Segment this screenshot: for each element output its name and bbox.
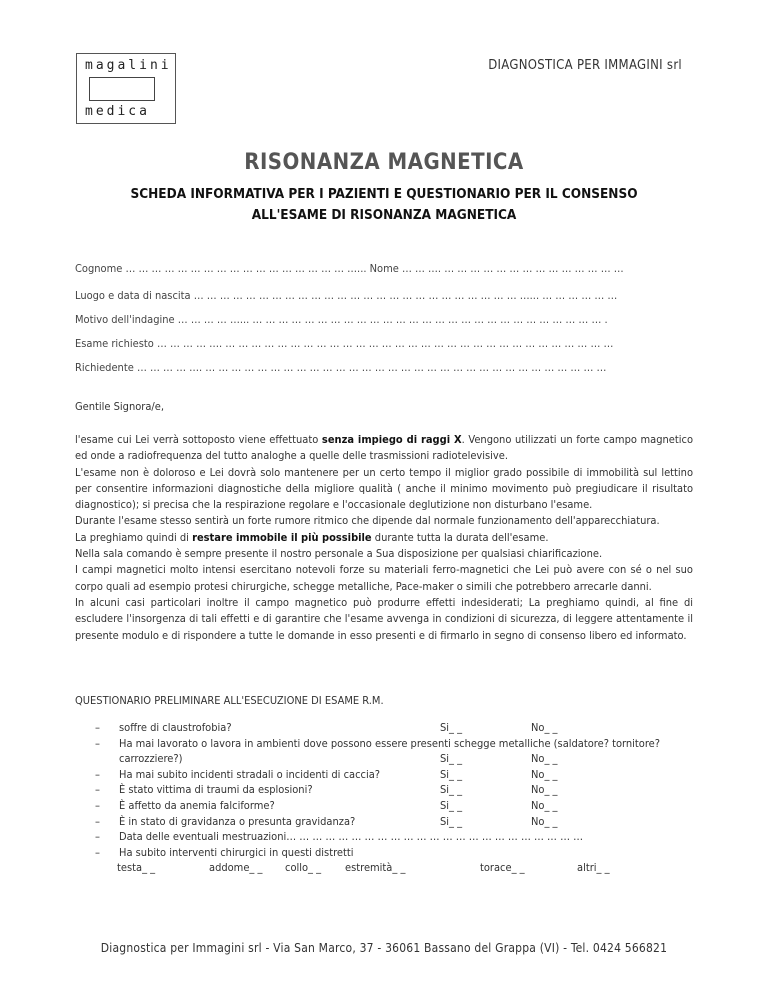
answer-si[interactable]: Si_ _	[440, 767, 463, 781]
paragraph-3: Durante l'esame stesso sentirà un forte rumore ritmico che dipende dal normale funzionamento dell'apparecchiatura.	[75, 514, 660, 528]
question-metal-work-cont	[95, 752, 705, 768]
question-accidents	[95, 768, 705, 784]
bullet-dash: –	[95, 736, 100, 750]
questionnaire-list	[95, 721, 705, 877]
emphasis-no-xray: senza impiego di raggi X	[321, 433, 462, 446]
question-text: carrozziere?)	[119, 752, 183, 766]
document-title: RISONANZA MAGNETICA	[244, 150, 524, 175]
greeting: Gentile Signora/e,	[75, 400, 164, 413]
company-name: DIAGNOSTICA PER IMMAGINI srl	[488, 58, 682, 73]
text: La preghiamo quindi di	[75, 530, 193, 544]
questionnaire-title: QUESTIONARIO PRELIMINARE ALL'ESECUZIONE DI ESAME R.M.	[75, 694, 384, 707]
paragraph-6: I campi magnetici molto intensi esercitano notevoli forze su materiali ferro-magnetici che Lei può avere con sé o nel suo corpo quali ad esempio protesi chirurgiche, schegge metalliche, Pace-maker o simili che potrebbero arrecarle danni.	[75, 563, 693, 593]
company-logo	[76, 53, 176, 124]
answer-si[interactable]: Si_ _	[440, 783, 463, 797]
answer-no[interactable]: No_ _	[531, 783, 558, 797]
question-text: Ha mai lavorato o lavora in ambienti dove possono essere presenti schegge metalliche (saldatore? tornitore?	[119, 736, 661, 750]
question-text: soffre di claustrofobia?	[119, 721, 232, 734]
answer-no[interactable]: No_ _	[531, 752, 558, 766]
question-claustrophobia	[95, 721, 705, 737]
info-body	[75, 432, 693, 644]
paragraph-4	[75, 530, 693, 546]
question-text: Ha subito interventi chirurgici in questi distretti	[119, 845, 354, 859]
question-explosions	[95, 783, 705, 799]
question-pregnancy	[95, 815, 705, 831]
paragraph-1	[75, 432, 693, 465]
district-torace[interactable]: torace_ _	[480, 861, 525, 875]
question-metal-work	[95, 737, 705, 753]
answer-si[interactable]: Si_ _	[440, 752, 463, 766]
district-altri[interactable]: altri_ _	[577, 861, 610, 875]
emphasis-stay-still: restare immobile il più possibile	[192, 530, 372, 544]
district-testa[interactable]: testa_ _	[117, 861, 156, 875]
bullet-dash: –	[95, 814, 100, 828]
bullet-dash: –	[95, 845, 100, 859]
document-subtitle	[0, 184, 768, 226]
logo-inner-frame	[89, 77, 155, 101]
bullet-dash: –	[95, 721, 100, 734]
district-collo[interactable]: collo_ _	[285, 861, 322, 875]
field-cognome-nome[interactable]: Cognome … … … … … … … … … … … … … … … … … …... Nome … … …. … … … … … … … … … … … … … …	[75, 262, 624, 275]
subtitle-line-2: ALL'ESAME DI RISONANZA MAGNETICA	[251, 207, 517, 223]
page-footer: Diagnostica per Immagini srl - Via San Marco, 37 - 36061 Bassano del Grappa (VI) - Tel. 0424 566821	[100, 941, 668, 955]
answer-si[interactable]: Si_ _	[440, 798, 463, 812]
answer-si[interactable]: Si_ _	[440, 721, 463, 734]
logo-top-text: magalini	[85, 58, 172, 73]
field-esame-richiesto[interactable]: Esame richiesto … … … … …. … … … … … … … … … … … … … … … … … … … … … … … … … … … … … …	[75, 337, 614, 350]
field-motivo-indagine[interactable]: Motivo dell'indagine … … … … …... … … … … … … … … … … … … … … … … … … … … … … … … … … … .	[75, 313, 608, 326]
question-anemia	[95, 799, 705, 815]
text: . Vengono utilizzati un forte campo magnetico ed onde a radiofrequenza del tutto analoghe a quelle delle trasmissioni radiotelevisive.	[75, 433, 693, 463]
paragraph-7: In alcuni casi particolari inoltre il campo magnetico può produrre effetti indesiderati; La preghiamo quindi, al fine di escludere l'insorgenza di tali effetti e di garantire che l'esame avvenga in condizioni di sicurezza, di leggere attentamente il presente modulo e di rispondere a tutte le domande in esso presenti e di firmarlo in segno di consenso libero ed informato.	[75, 595, 693, 642]
question-text: È stato vittima di traumi da esplosioni?	[119, 783, 313, 797]
answer-no[interactable]: No_ _	[531, 721, 558, 734]
paragraph-2: L'esame non è doloroso e Lei dovrà solo mantenere per un certo tempo il miglior grado possibile di immobilità sul lettino per consentire informazioni diagnostiche della migliore qualità ( anche il minimo movimento può pregiudicare il risultato diagnostico); si precisa che la respirazione regolare e l'occasionale deglutizione non disturbano l'esame.	[75, 465, 693, 512]
answer-no[interactable]: No_ _	[531, 798, 558, 812]
question-text: Ha mai subito incidenti stradali o incidenti di caccia?	[119, 767, 381, 781]
text: durante tutta la durata dell'esame.	[371, 530, 549, 544]
logo-bottom-text: medica	[85, 104, 150, 119]
paragraph-5: Nella sala comando è sempre presente il nostro personale a Sua disposizione per qualsiasi chiarificazione.	[75, 547, 603, 561]
district-addome[interactable]: addome_ _	[209, 861, 263, 875]
answer-si[interactable]: Si_ _	[440, 814, 463, 828]
district-estremita[interactable]: estremità_ _	[345, 861, 406, 875]
bullet-dash: –	[95, 830, 100, 844]
bullet-dash: –	[95, 767, 100, 781]
question-text[interactable]: Data delle eventuali mestruazioni… … … … … … … … … … … … … … … … … … … … … … …	[119, 830, 584, 844]
answer-no[interactable]: No_ _	[531, 814, 558, 828]
question-text: È in stato di gravidanza o presunta gravidanza?	[119, 814, 356, 828]
text: l'esame cui Lei verrà sottoposto viene effettuato	[75, 433, 322, 446]
field-luogo-data-nascita[interactable]: Luogo e data di nascita … … … … … … … … … … … … … … … … … … … … … … … … … …... … … … … … …	[75, 289, 618, 302]
question-menstruation	[95, 830, 705, 846]
bullet-dash: –	[95, 798, 100, 812]
surgery-districts	[95, 861, 705, 877]
field-richiedente[interactable]: Richiedente … … … … …. … … … … … … … … … … … … … … … … … … … … … … … … … … … … … … …	[75, 361, 607, 374]
question-surgery	[95, 846, 705, 862]
answer-no[interactable]: No_ _	[531, 767, 558, 781]
subtitle-line-1: SCHEDA INFORMATIVA PER I PAZIENTI E QUESTIONARIO PER IL CONSENSO	[130, 186, 638, 202]
bullet-dash: –	[95, 783, 100, 797]
question-text: È affetto da anemia falciforme?	[119, 798, 275, 812]
